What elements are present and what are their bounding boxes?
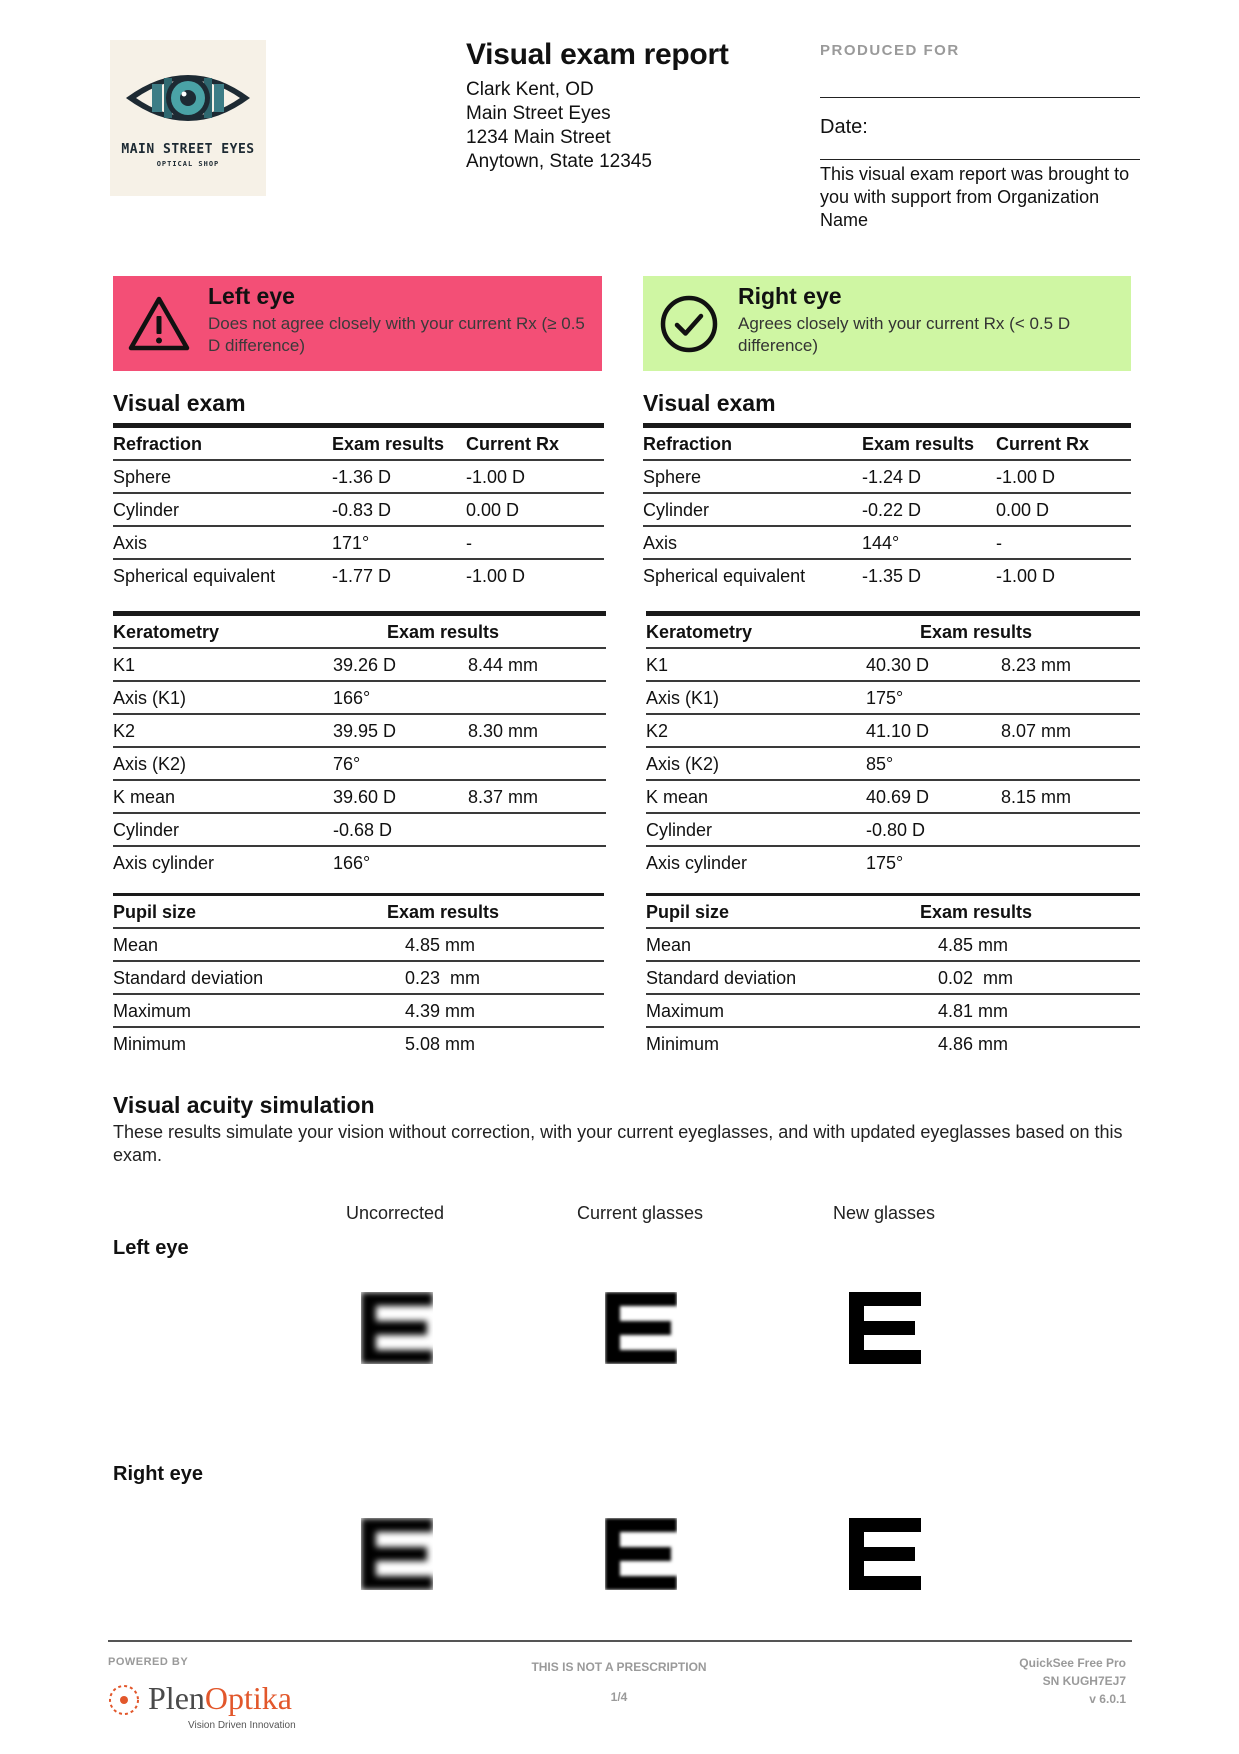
table-row (646, 682, 1140, 715)
header-cell: Exam results (332, 434, 445, 454)
acuity-left-eye-label: Left eye (113, 1237, 189, 1259)
table-header (646, 896, 1140, 929)
table-cell: Spherical equivalent (113, 566, 276, 586)
table-row (646, 929, 1140, 962)
table-row (113, 748, 606, 781)
table-cell: -0.68 D (333, 820, 393, 840)
table-cell: K mean (113, 787, 176, 807)
table-cell: -0.80 D (866, 820, 926, 840)
table-cell: 0.00 D (466, 500, 520, 520)
table-row (646, 649, 1140, 682)
table-cell: Axis (K1) (113, 688, 187, 708)
table-cell: 85° (866, 754, 894, 774)
table-header (113, 896, 604, 929)
header-cell: Pupil size (646, 902, 730, 922)
e-letter-new-right (849, 1518, 921, 1590)
table-cell: Axis (113, 533, 148, 553)
table-cell: 4.86 mm (938, 1034, 1009, 1054)
table-cell: Axis (K2) (113, 754, 187, 774)
header-cell: Current Rx (466, 434, 560, 454)
table-row (646, 962, 1140, 995)
acuity-description: These results simulate your vision without correction, with your current eyeglasses, and with updated eyeglasses based on this exam. (113, 1122, 1123, 1165)
table-cell: 166° (333, 688, 371, 708)
left-pupil-size-table (113, 893, 604, 1061)
table-row (113, 461, 604, 494)
table-cell: -1.36 D (332, 467, 392, 487)
table-cell: -1.00 D (466, 566, 526, 586)
header-cell: Refraction (643, 434, 733, 454)
right-keratometry-table (646, 611, 1140, 880)
table-cell: 8.23 mm (1001, 655, 1072, 675)
acuity-section-title: Visual acuity simulation (113, 1092, 375, 1118)
table-row (113, 682, 606, 715)
support-text: This visual exam report was brought to you with support from Organization Name (820, 164, 1130, 230)
header-cell: Refraction (113, 434, 203, 454)
table-row (113, 1028, 604, 1061)
left-eye-status-title: Left eye (208, 283, 295, 309)
header-cell: Exam results (920, 622, 1033, 642)
table-header (113, 616, 606, 649)
table-cell: K1 (646, 655, 669, 675)
table-row (643, 494, 1131, 527)
table-cell: 4.85 mm (405, 935, 476, 955)
table-row (113, 995, 604, 1028)
header-cell: Pupil size (113, 902, 197, 922)
column-header-uncorrected: Uncorrected (346, 1203, 445, 1223)
table-cell: Standard deviation (113, 968, 264, 988)
table-row (113, 715, 606, 748)
table-row (646, 748, 1140, 781)
table-cell: K mean (646, 787, 709, 807)
table-cell: 0.23 mm (405, 968, 481, 988)
header-cell: Keratometry (113, 622, 220, 642)
table-cell: Sphere (113, 467, 172, 487)
table-cell: 39.60 D (333, 787, 397, 807)
right-visual-exam-title: Visual exam (643, 390, 776, 416)
table-cell: 0.00 D (996, 500, 1050, 520)
table-cell: 8.07 mm (1001, 721, 1072, 741)
table-cell: Cylinder (113, 820, 180, 840)
table-cell: 41.10 D (866, 721, 930, 741)
table-cell: Maximum (646, 1001, 725, 1021)
device-version: v 6.0.1 (1089, 1692, 1126, 1706)
brand-name (148, 1680, 292, 1717)
address-line: 1234 Main Street (466, 127, 611, 148)
table-cell: Cylinder (646, 820, 713, 840)
warning-triangle-icon (127, 294, 191, 354)
clinic-logo (110, 40, 266, 196)
table-cell: -0.22 D (862, 500, 922, 520)
right-pupil-size-table (646, 893, 1140, 1061)
table-row (113, 560, 604, 593)
table-cell: 5.08 mm (405, 1034, 476, 1054)
table-row (646, 847, 1140, 880)
table-cell: Axis (643, 533, 678, 553)
table-cell: Standard deviation (646, 968, 797, 988)
table-row (113, 929, 604, 962)
device-name: QuickSee Free Pro (1019, 1656, 1126, 1670)
not-prescription-notice: THIS IS NOT A PRESCRIPTION (531, 1660, 707, 1674)
table-cell: 4.81 mm (938, 1001, 1009, 1021)
table-cell: Minimum (113, 1034, 187, 1054)
brand-part-2: Optika (204, 1680, 292, 1716)
e-letter-new-left (849, 1292, 921, 1364)
table-cell: Minimum (646, 1034, 720, 1054)
table-cell: 76° (333, 754, 361, 774)
table-cell: 175° (866, 853, 904, 873)
table-cell: -1.00 D (466, 467, 526, 487)
e-letter-uncorrected-right (361, 1518, 433, 1590)
table-cell: Axis (K2) (646, 754, 720, 774)
divider (820, 159, 1140, 160)
table-cell: 40.30 D (866, 655, 930, 675)
left-visual-exam-title: Visual exam (113, 390, 246, 416)
table-cell: Mean (646, 935, 692, 955)
table-cell: Cylinder (643, 500, 710, 520)
header-cell: Exam results (920, 902, 1033, 922)
table-header (646, 616, 1140, 649)
table-row (646, 715, 1140, 748)
table-row (646, 1028, 1140, 1061)
e-letter-uncorrected-left (361, 1292, 433, 1364)
table-cell: 8.30 mm (468, 721, 539, 741)
table-row (113, 962, 604, 995)
table-cell: -0.83 D (332, 500, 392, 520)
column-header-new-glasses: New glasses (833, 1203, 936, 1223)
page-number: 1/4 (610, 1690, 628, 1704)
table-cell: 144° (862, 533, 900, 553)
left-keratometry-table (113, 611, 606, 880)
table-row (646, 781, 1140, 814)
left-refraction-table (113, 423, 604, 593)
logo-name: MAIN STREET EYES (121, 142, 255, 157)
table-cell: 4.85 mm (938, 935, 1009, 955)
table-row (643, 461, 1131, 494)
table-cell: - (466, 533, 472, 553)
table-cell: 39.26 D (333, 655, 397, 675)
table-row (113, 527, 604, 560)
table-row (113, 814, 606, 847)
table-cell: 4.39 mm (405, 1001, 476, 1021)
logo-subtitle: OPTICAL SHOP (156, 160, 220, 168)
acuity-right-eye-label: Right eye (113, 1463, 204, 1485)
table-cell: -1.00 D (996, 467, 1056, 487)
table-cell: -1.24 D (862, 467, 922, 487)
check-circle-icon (657, 294, 721, 354)
powered-by-label: POWERED BY (108, 1656, 189, 1668)
table-cell: 0.02 mm (938, 968, 1014, 988)
table-row (113, 649, 606, 682)
table-row (646, 995, 1140, 1028)
right-eye-status-title: Right eye (738, 283, 842, 309)
right-eye-status-banner (643, 276, 1131, 371)
table-header (113, 428, 604, 461)
brand-tagline: Vision Driven Innovation (188, 1720, 296, 1731)
table-cell: Mean (113, 935, 159, 955)
footer-divider (108, 1640, 1132, 1642)
device-serial: SN KUGH7EJ7 (1042, 1674, 1126, 1688)
left-eye-status-text: Does not agree closely with your current Rx (≥ 0.5 D difference) (208, 314, 585, 355)
divider (820, 97, 1140, 98)
table-cell: K1 (113, 655, 136, 675)
table-cell: 8.15 mm (1001, 787, 1072, 807)
report-title: Visual exam report (466, 38, 729, 71)
table-cell: 171° (332, 533, 370, 553)
table-cell: 8.44 mm (468, 655, 539, 675)
table-cell: -1.77 D (332, 566, 392, 586)
table-row (643, 527, 1131, 560)
header-cell: Exam results (387, 902, 500, 922)
produced-for-label: PRODUCED FOR (820, 42, 960, 59)
header-cell: Exam results (862, 434, 975, 454)
table-cell: 40.69 D (866, 787, 930, 807)
table-cell: Sphere (643, 467, 702, 487)
header-cell: Exam results (387, 622, 500, 642)
plenoptika-logo-icon (106, 1680, 144, 1720)
right-eye-status-text: Agrees closely with your current Rx (< 0.5 D difference) (738, 314, 1071, 355)
table-cell: Maximum (113, 1001, 192, 1021)
e-letter-current-left (605, 1292, 677, 1364)
table-row (113, 847, 606, 880)
table-cell: Axis cylinder (113, 853, 215, 873)
right-refraction-table (643, 423, 1131, 593)
table-cell: Cylinder (113, 500, 180, 520)
table-cell: Axis (K1) (646, 688, 720, 708)
clinic-address (466, 78, 652, 174)
brand-part-1: Plen (148, 1680, 205, 1716)
e-letter-current-right (605, 1518, 677, 1590)
table-cell: 8.37 mm (468, 787, 539, 807)
date-label: Date: (820, 116, 868, 138)
table-row (643, 560, 1131, 593)
header-cell: Keratometry (646, 622, 753, 642)
table-cell: Spherical equivalent (643, 566, 806, 586)
table-row (646, 814, 1140, 847)
address-line: Anytown, State 12345 (466, 151, 652, 172)
table-cell: Axis cylinder (646, 853, 748, 873)
table-cell: K2 (646, 721, 669, 741)
table-cell: 175° (866, 688, 904, 708)
table-header (643, 428, 1131, 461)
eye-logo-icon (122, 58, 254, 138)
left-eye-status-banner (113, 276, 602, 371)
table-row (113, 781, 606, 814)
table-cell: -1.00 D (996, 566, 1056, 586)
table-cell: -1.35 D (862, 566, 922, 586)
table-cell: - (996, 533, 1002, 553)
table-cell: K2 (113, 721, 136, 741)
table-cell: 39.95 D (333, 721, 397, 741)
header-cell: Current Rx (996, 434, 1090, 454)
table-row (113, 494, 604, 527)
address-line: Main Street Eyes (466, 103, 611, 124)
column-header-current-glasses: Current glasses (577, 1203, 704, 1223)
table-cell: 166° (333, 853, 371, 873)
address-line: Clark Kent, OD (466, 79, 594, 100)
